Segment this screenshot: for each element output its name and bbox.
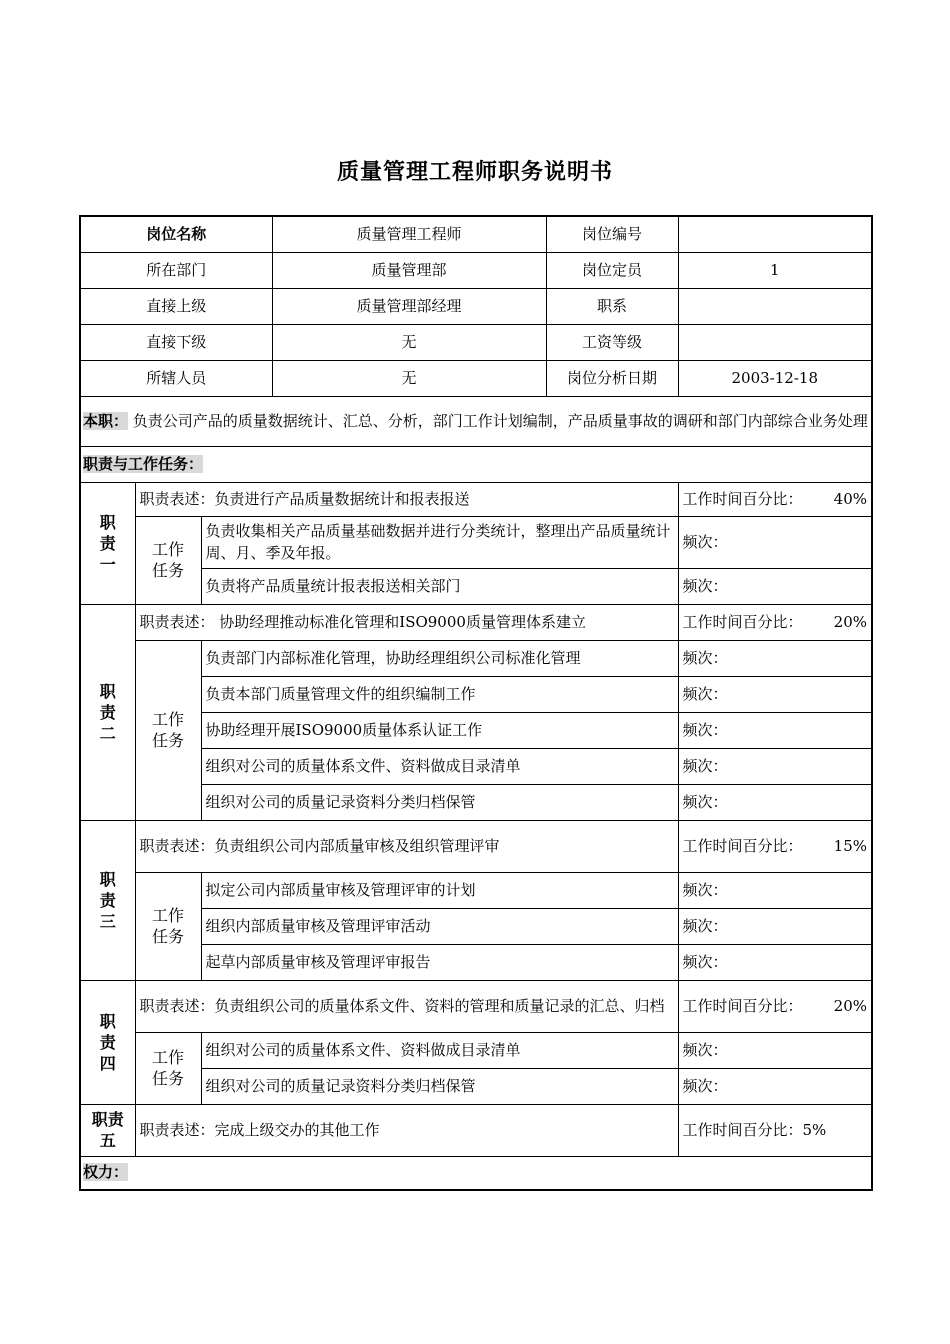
duty5-pct: 工作时间百分比：5% (678, 1104, 872, 1156)
page-title: 质量管理工程师职务说明书 (336, 160, 613, 185)
info-row (80, 216, 872, 252)
duty3-label: 职责三 (80, 820, 135, 980)
task-freq: 频次： (678, 748, 872, 784)
task-freq: 频次： (678, 516, 872, 568)
duty1-desc: 职责表述：负责进行产品质量数据统计和报表报送 (135, 482, 678, 516)
task-text: 组织对公司的质量体系文件、资料做成目录清单 (201, 748, 678, 784)
task-freq: 频次： (678, 712, 872, 748)
info-label: 岗位名称 (80, 216, 272, 252)
info-label: 岗位定员 (546, 252, 678, 288)
task-freq: 频次： (678, 568, 872, 604)
task-text: 组织对公司的质量记录资料分类归档保管 (201, 784, 678, 820)
info-value (678, 324, 872, 360)
task-row (80, 1032, 872, 1068)
task-text: 组织对公司的质量记录资料分类归档保管 (201, 1068, 678, 1104)
duty3-pct: 工作时间百分比： 15% (678, 820, 872, 872)
info-value: 2003-12-18 (678, 360, 872, 396)
task-label: 工作任务 (135, 1032, 201, 1104)
info-row (80, 324, 872, 360)
info-value: 质量管理部经理 (272, 288, 546, 324)
power-label: 权力： (83, 1163, 129, 1182)
task-freq: 频次： (678, 1032, 872, 1068)
duty2-desc-row (80, 604, 872, 640)
duty4-desc-row (80, 980, 872, 1032)
info-row (80, 252, 872, 288)
duty5-label: 职责五 (80, 1104, 135, 1156)
info-label: 工资等级 (546, 324, 678, 360)
task-text: 负责收集相关产品质量基础数据并进行分类统计，整理出产品质量统计周、月、季及年报。 (201, 516, 678, 568)
job-description-table (79, 215, 873, 1191)
task-row (80, 872, 872, 908)
info-value: 质量管理部 (272, 252, 546, 288)
task-freq: 频次： (678, 872, 872, 908)
duty3-desc: 职责表述：负责组织公司内部质量审核及组织管理评审 (135, 820, 678, 872)
duty2-desc: 职责表述： 协助经理推动标准化管理和ISO9000质量管理体系建立 (135, 604, 678, 640)
task-freq: 频次： (678, 640, 872, 676)
info-label: 所在部门 (80, 252, 272, 288)
task-text: 拟定公司内部质量审核及管理评审的计划 (201, 872, 678, 908)
task-freq: 频次： (678, 1068, 872, 1104)
info-value (678, 216, 872, 252)
task-text: 负责本部门质量管理文件的组织编制工作 (201, 676, 678, 712)
info-value (678, 288, 872, 324)
info-label: 所辖人员 (80, 360, 272, 396)
duty2-pct: 工作时间百分比： 20% (678, 604, 872, 640)
task-freq: 频次： (678, 676, 872, 712)
main-duty-label: 本职： (83, 411, 129, 430)
task-freq: 频次： (678, 908, 872, 944)
power-row (80, 1156, 872, 1190)
info-value: 无 (272, 324, 546, 360)
task-text: 协助经理开展ISO9000质量体系认证工作 (201, 712, 678, 748)
duty1-pct: 工作时间百分比： 40% (678, 482, 872, 516)
info-value: 无 (272, 360, 546, 396)
duty4-label: 职责四 (80, 980, 135, 1104)
task-text: 组织内部质量审核及管理评审活动 (201, 908, 678, 944)
duty3-desc-row (80, 820, 872, 872)
info-row (80, 360, 872, 396)
duty1-desc-row (80, 482, 872, 516)
task-label: 工作任务 (135, 640, 201, 820)
task-text: 负责将产品质量统计报表报送相关部门 (201, 568, 678, 604)
task-text: 起草内部质量审核及管理评审报告 (201, 944, 678, 980)
task-row (80, 640, 872, 676)
info-label: 岗位分析日期 (546, 360, 678, 396)
section-header-row (80, 446, 872, 482)
info-row (80, 288, 872, 324)
task-freq: 频次： (678, 784, 872, 820)
task-label: 工作任务 (135, 872, 201, 980)
task-text: 负责部门内部标准化管理，协助经理组织公司标准化管理 (201, 640, 678, 676)
info-value: 1 (678, 252, 872, 288)
duty5-desc: 职责表述：完成上级交办的其他工作 (135, 1104, 678, 1156)
duty1-label: 职责一 (80, 482, 135, 604)
duty2-label: 职责二 (80, 604, 135, 820)
duty4-desc: 职责表述：负责组织公司的质量体系文件、资料的管理和质量记录的汇总、归档 (135, 980, 678, 1032)
info-label: 直接下级 (80, 324, 272, 360)
section-label: 职责与工作任务： (83, 454, 204, 473)
info-label: 岗位编号 (546, 216, 678, 252)
info-value: 质量管理工程师 (272, 216, 546, 252)
task-text: 组织对公司的质量体系文件、资料做成目录清单 (201, 1032, 678, 1068)
info-label: 职系 (546, 288, 678, 324)
main-duty-text: 负责公司产品的质量数据统计、汇总、分析，部门工作计划编制，产品质量事故的调研和部门内部综合业务处理 (132, 411, 868, 430)
task-label: 工作任务 (135, 516, 201, 604)
duty5-desc-row (80, 1104, 872, 1156)
duty4-pct: 工作时间百分比： 20% (678, 980, 872, 1032)
task-row (80, 516, 872, 568)
info-label: 直接上级 (80, 288, 272, 324)
task-freq: 频次： (678, 944, 872, 980)
main-duty-row (80, 396, 872, 446)
